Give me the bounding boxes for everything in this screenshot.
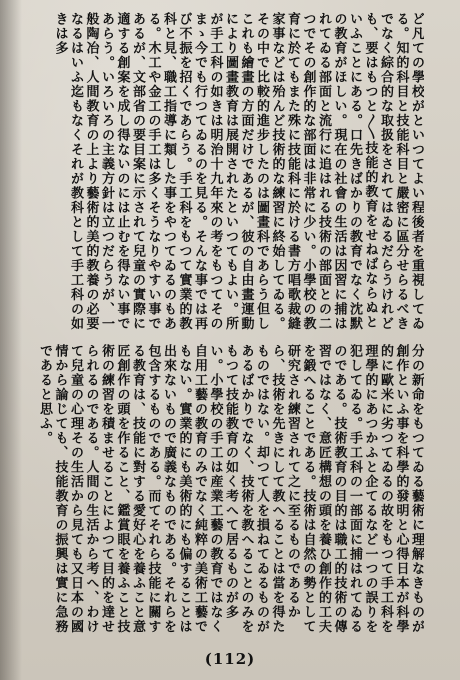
binding-shadow: [0, 0, 22, 680]
text-paragraph-top: ど凡ての學校がといつてよい程後者を重視してゐる。知的科目と技能科目と嚴密に區分せらるべきでなく綜合的な取扱をされてはゐるだらうけれども、要はもつと〳〵技能的教育をせねばならぬといふことにある。口先きばかりの教育でなく沈默の教育がほしい。現在の社會の生活は因習に捕はれてゐる部面と流行に追はれる技術の部面との二つでその創作的な部面は非常に少い。小學校の教育に於てもまた殊に技能科に於ける書方唱歌裁縫家事などは殆んど技術的な練習に終始してゐる。その中で比較的進步したのは圖畫科であらう但しこれも繪畫の方面だけであるが、彼の自由畫運動により圖畫教育は展開されたといつてもよい。所が手工科の如きは明治十九年來の考をもつてそのまゝ今でも行つてゐるのを見る。そんな事では再び不振を招くであらう。手工科をもつて實業的教科と見、職工指導に類した事をやつてゐるのもある。木工や金工の手工は多くそうなりやすい事であるが、文部省の要目案に示されて兒童の實際に適する創案を成し得ないのには止むを得ない事であらう。いろいろの主義方針は立つだらうが、一般陶冶、人間教育の上より藝術的美的教養の必要なるはいふ迄もなくそれが教科として手工科の如きは多: [52, 12, 424, 331]
text-block-bottom: [36, 344, 424, 644]
page-number: (112): [204, 650, 256, 668]
text-paragraph-bottom: 分の新命をもつてゐる藝術に理解なきものが創作といふ事を科學的發明と心得日本が科學的に歐米に劣つてゐるの故をもつて手工科を理學的にあつかふと企てるなど一つの誤りを犯してゐる。手工科の一部面に捕はれてゐるのである。技術教育の目的は職工的技術の傳習ではなく、意匠構想の頭を養ひ創作的工夫を鍛へることである。技術は自然の勢として研究され練習されて之に至るものであるから、技術を先きにして教へることは當を得たものではない。却つて人を損ねてゐるものがあるばかりでなく、技術を教へることのみをもつて技能教育の如く考へて居るものが多い。小學校の手工は産業工藝の教育ではなく自用工藝の教育のみでなく純粹の美術工藝でもない。實業的にも美術的にも偏することは出來ないもので廣義なものである。それらを包含するものである。而てそれら技能に關する教育は、技能に對する愛好心を養ふこと意匠創作の頭を作ること、鑑賞眼を養ふこと技術の練習を積ませることによつて目的を達せられるのである。人間の生活から考へ、わけて兒童の心理その生活から見ても又日本の國情から論じても、技能教育の振興は實に急務であると思ふ。: [37, 344, 424, 634]
text-block-top: [36, 12, 424, 334]
